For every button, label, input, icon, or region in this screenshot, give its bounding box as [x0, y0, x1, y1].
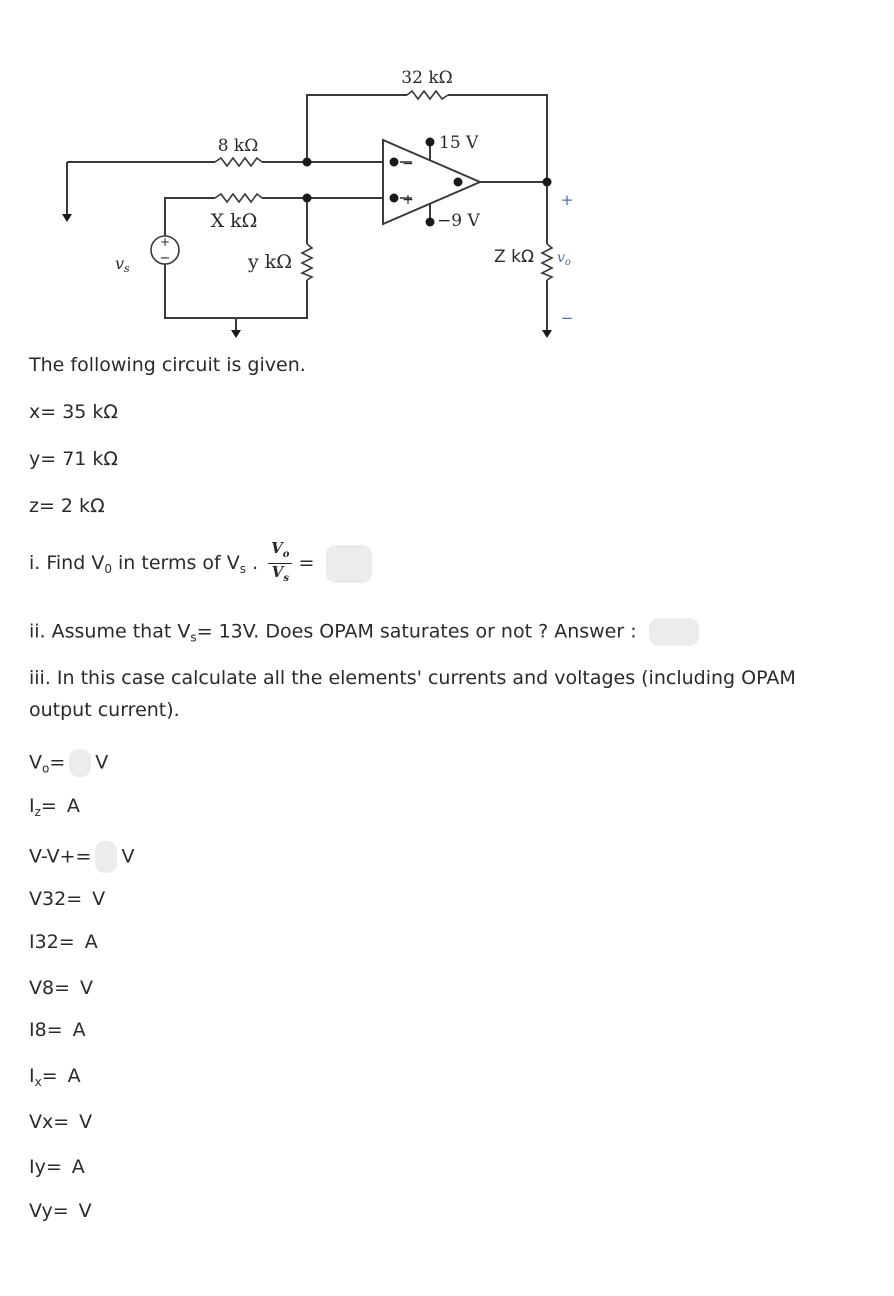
answer-blank-ratio[interactable]	[326, 545, 372, 583]
label-z: Z kΩ	[494, 247, 534, 267]
answer-row: $I_x= A$	[29, 1065, 81, 1089]
answer-input[interactable]	[62, 1158, 72, 1178]
opamp-plus-sign: +	[402, 192, 414, 208]
answer-input[interactable]	[70, 979, 80, 999]
answer-input[interactable]	[57, 797, 67, 817]
question-1: i. Find $V_0$ in terms of $V_s$ . $\frac{V_o}{V_s}$ =	[29, 538, 372, 594]
answer-input[interactable]	[69, 1202, 79, 1222]
answer-row: I8= A	[29, 1019, 86, 1041]
answer-input[interactable]	[75, 933, 85, 953]
output-plus-sign: +	[560, 191, 574, 209]
label-y: y kΩ	[247, 251, 293, 273]
question-2: ii. Assume that $V_s= 13V$. Does OPAM saturates or not ? Answer :	[29, 618, 699, 650]
resistor-8k	[215, 158, 262, 166]
label-vo: $v_o$	[557, 250, 571, 268]
label-vpos: 15 V	[439, 133, 479, 153]
z-value: z= 2 kΩ	[29, 495, 105, 517]
y-value: y= 71 kΩ	[29, 448, 118, 470]
circuit-diagram	[0, 0, 894, 350]
answer-row: V32= V	[29, 888, 106, 910]
label-vs: vs	[115, 254, 130, 275]
answer-input[interactable]	[69, 1113, 79, 1133]
answer-row: I32= A	[29, 931, 98, 953]
answer-row: Vy= V	[29, 1200, 92, 1222]
answer-row: $V_o= V$	[29, 749, 108, 781]
resistor-x	[215, 194, 262, 202]
answer-row: Iy= A	[29, 1156, 85, 1178]
answer-input[interactable]	[63, 1021, 73, 1041]
resistor-y	[302, 244, 312, 280]
resistor-z	[542, 244, 552, 280]
ground-arrow-right	[542, 330, 552, 338]
answer-input[interactable]	[69, 749, 91, 777]
source-minus-sign: −	[159, 251, 171, 266]
question-3: iii. In this case calculate all the elements' currents and voltages (including OPAM output current).	[29, 667, 796, 721]
resistor-32k	[407, 91, 448, 99]
label-8k: 8 kΩ	[217, 136, 259, 156]
source-plus-sign: +	[159, 235, 171, 249]
label-32k: 32 kΩ	[401, 68, 453, 88]
label-x: X kΩ	[210, 210, 258, 232]
answer-blank-saturation[interactable]	[649, 618, 699, 646]
x-value: x= 35 kΩ	[29, 401, 118, 423]
opamp-minus-sign: −	[402, 156, 414, 172]
output-minus-sign: −	[560, 309, 574, 327]
answer-input[interactable]	[95, 841, 117, 873]
answer-row: V-V+= V	[29, 841, 134, 873]
answer-row: Vx= V	[29, 1111, 93, 1133]
intro-text: The following circuit is given.	[29, 354, 306, 376]
ground-arrow-left	[62, 214, 72, 222]
ground-arrow-bottom	[231, 330, 241, 338]
vo-over-vs-fraction: $\frac{V_o}{V_s}$	[268, 540, 292, 587]
label-vneg: −9 V	[437, 211, 480, 231]
answer-row: $I_z= A$	[29, 795, 80, 819]
answer-row: V8= V	[29, 977, 94, 999]
answer-input[interactable]	[82, 890, 92, 910]
answer-input[interactable]	[58, 1067, 68, 1087]
